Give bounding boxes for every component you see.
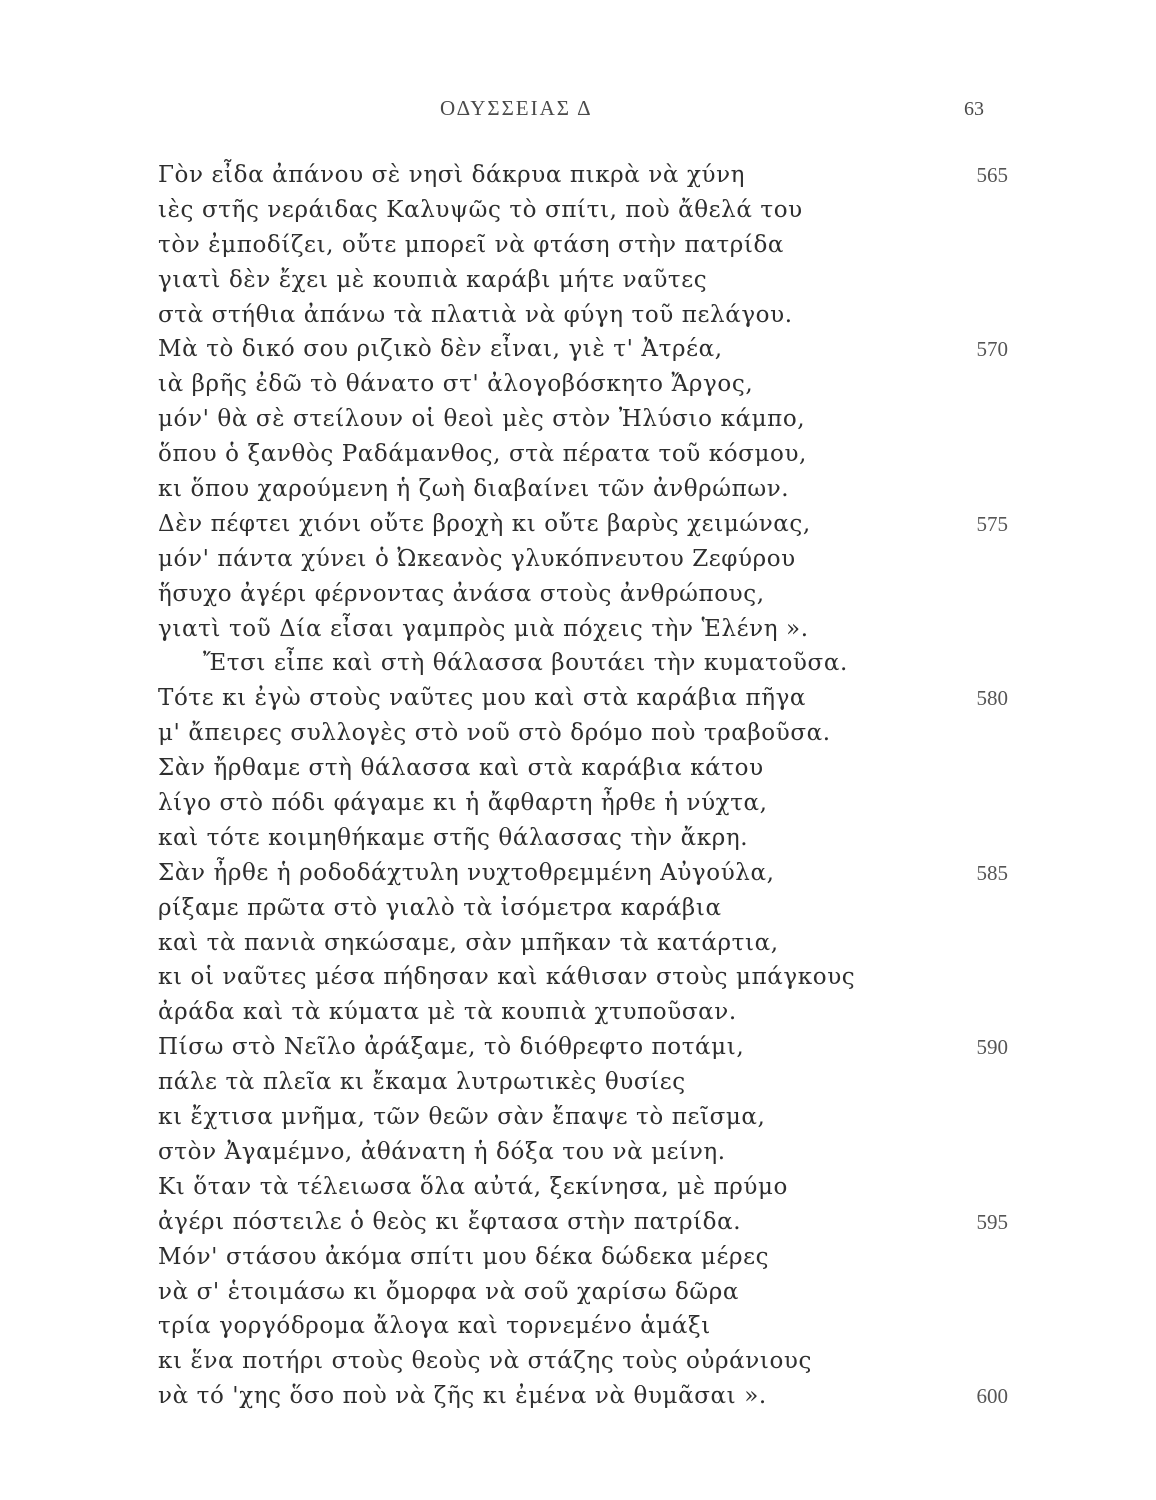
verse-text: Κι ὅταν τὰ τέλειωσα ὅλα αὐτά, ξεκίνησα, μὲ πρύμο (158, 1173, 788, 1200)
verse-line (158, 856, 1018, 891)
verse-text: Μόν' στάσου ἀκόμα σπίτι μου δέκα δώδεκα μέρες (158, 1243, 770, 1270)
verse-text: καὶ τὰ πανιὰ σηκώσαμε, σὰν μπῆκαν τὰ κατάρτια, (158, 929, 779, 956)
line-number: 600 (976, 1384, 1008, 1409)
verse-text: τὸν ἐμποδίζει, οὔτε μπορεῖ νὰ φτάση στὴν πατρίδα (158, 231, 785, 258)
line-number: 595 (976, 1209, 1008, 1234)
verse-text: κι ἕνα ποτήρι στοὺς θεοὺς νὰ στάζης τοὺς οὐράνιους (158, 1348, 812, 1375)
verse-text: τρία γοργόδρομα ἄλογα καὶ τορνεμένο ἁμάξι (158, 1313, 711, 1340)
verse-line (158, 437, 1018, 472)
verse-line (158, 507, 1018, 542)
verse-text: μόν' πάντα χύνει ὁ Ὠκεανὸς γλυκόπνευτου Ζεφύρου (158, 545, 796, 572)
verse-line (158, 158, 1018, 193)
verse-line (158, 367, 1018, 402)
verse-text: μόν' θὰ σὲ στείλουν οἱ θεοὶ μὲς στὸν Ἠλύσιο κάμπο, (158, 406, 806, 433)
verse-line (158, 577, 1018, 612)
verse-text: Δὲν πέφτει χιόνι οὔτε βροχὴ κι οὔτε βαρὺς χειμώνας, (158, 510, 811, 537)
verse-line (158, 1135, 1018, 1170)
verse-line (158, 681, 1018, 716)
verse-text: ρίξαμε πρῶτα στὸ γιαλὸ τὰ ἰσόμετρα καράβια (158, 894, 722, 921)
verse-text: ἥσυχο ἀγέρι φέρνοντας ἀνάσα στοὺς ἀνθρώπους, (158, 580, 765, 607)
verse-line (158, 1205, 1018, 1240)
verse-text: νὰ τό 'χης ὅσο ποὺ νὰ ζῆς κι ἐμένα νὰ θυμᾶσαι ». (158, 1383, 767, 1410)
verse-line (158, 1100, 1018, 1135)
verse-line (158, 193, 1018, 228)
verse-text: ἀγέρι πόστειλε ὁ θεὸς κι ἔφτασα στὴν πατρίδα. (158, 1208, 742, 1235)
verse-line (158, 995, 1018, 1030)
verse-line (158, 402, 1018, 437)
verse-text: στὰ στήθια ἀπάνω τὰ πλατιὰ νὰ φύγη τοῦ πελάγου. (158, 301, 793, 328)
verse-line (158, 228, 1018, 263)
verse-text: στὸν Ἀγαμέμνο, ἀθάνατη ἡ δόξα του νὰ μείνη. (158, 1138, 726, 1165)
verse-text: Σὰν ἦρθε ἡ ροδοδάχτυλη νυχτοθρεμμένη Αὐγούλα, (158, 859, 775, 886)
verse-line (158, 821, 1018, 856)
verse-line (158, 263, 1018, 298)
verse-text: καὶ τότε κοιμηθήκαμε στῆς θάλασσας τὴν ἄκρη. (158, 824, 749, 851)
verse-text: ιὰ βρῆς ἐδῶ τὸ θάνατο στ' ἀλογοβόσκητο Ἄργος, (158, 371, 754, 398)
verse-line (158, 542, 1018, 577)
line-number: 585 (976, 860, 1008, 885)
line-number: 570 (976, 337, 1008, 362)
verse-line (158, 1030, 1018, 1065)
verse-text: γιατὶ δὲν ἔχει μὲ κουπιὰ καράβι μήτε ναῦτες (158, 266, 708, 293)
running-head: ΟΔΥΣΣΕΙΑΣ Δ (440, 96, 593, 120)
verse-line (158, 472, 1018, 507)
verse-line (158, 298, 1018, 333)
verse-line (158, 1065, 1018, 1100)
verse-line (158, 926, 1018, 961)
verse-text: Γὸν εἶδα ἀπάνου σὲ νησὶ δάκρυα πικρὰ νὰ χύνη (158, 162, 746, 188)
verse-text: γιατὶ τοῦ Δία εἶσαι γαμπρὸς μιὰ πόχεις τὴν Ἑλένη ». (158, 615, 809, 642)
verse-text: κι ὅπου χαρούμενη ἡ ζωὴ διαβαίνει τῶν ἀνθρώπων. (158, 476, 790, 503)
verse-text: μ' ἄπειρες συλλογὲς στὸ νοῦ στὸ δρόμο ποὺ τραβοῦσα. (158, 720, 831, 747)
verse-line (158, 1240, 1018, 1275)
verse-line (158, 960, 1018, 995)
verse-line (158, 332, 1018, 367)
verse-text: Τότε κι ἐγὼ στοὺς ναῦτες μου καὶ στὰ καράβια πῆγα (158, 685, 807, 712)
verse-line (158, 786, 1018, 821)
verse-line (158, 1170, 1018, 1205)
verse-text: λίγο στὸ πόδι φάγαμε κι ἡ ἄφθαρτη ἦρθε ἡ νύχτα, (158, 790, 768, 817)
verse-text: Μὰ τὸ δικό σου ριζικὸ δὲν εἶναι, γιὲ τ' Ἀτρέα, (158, 336, 723, 363)
line-number: 575 (976, 511, 1008, 536)
line-number: 580 (976, 686, 1008, 711)
verse-block (158, 158, 1018, 1414)
verse-line (158, 1309, 1018, 1344)
verse-line (158, 612, 1018, 647)
verse-line (158, 646, 1018, 681)
verse-text: Ἔτσι εἶπε καὶ στὴ θάλασσα βουτάει τὴν κυματοῦσα. (203, 650, 848, 677)
verse-text: Σὰν ἤρθαμε στὴ θάλασσα καὶ στὰ καράβια κάτου (158, 755, 764, 782)
verse-line (158, 716, 1018, 751)
line-number: 590 (976, 1035, 1008, 1060)
verse-text: πάλε τὰ πλεῖα κι ἔκαμα λυτρωτικὲς θυσίες (158, 1069, 686, 1096)
verse-line (158, 1275, 1018, 1310)
line-number: 565 (976, 163, 1008, 187)
verse-line (158, 751, 1018, 786)
verse-text: κι οἱ ναῦτες μέσα πήδησαν καὶ κάθισαν στοὺς μπάγκους (158, 964, 856, 991)
page-number: 63 (964, 98, 984, 120)
verse-text: ιὲς στῆς νεράιδας Καλυψῶς τὸ σπίτι, ποὺ ἄθελά του (158, 196, 803, 223)
verse-line (158, 891, 1018, 926)
verse-line (158, 1379, 1018, 1414)
verse-text: ἀράδα καὶ τὰ κύματα μὲ τὰ κουπιὰ χτυποῦσαν. (158, 999, 737, 1026)
verse-text: νὰ σ' ἑτοιμάσω κι ὄμορφα νὰ σοῦ χαρίσω δῶρα (158, 1278, 740, 1305)
verse-line (158, 1344, 1018, 1379)
verse-text: ὅπου ὁ ξανθὸς Ραδάμανθος, στὰ πέρατα τοῦ κόσμου, (158, 441, 807, 468)
verse-text: Πίσω στὸ Νεῖλο ἀράξαμε, τὸ διόθρεφτο ποτάμι, (158, 1034, 745, 1061)
verse-text: κι ἔχτισα μνῆμα, τῶν θεῶν σὰν ἔπαψε τὸ πεῖσμα, (158, 1104, 766, 1131)
